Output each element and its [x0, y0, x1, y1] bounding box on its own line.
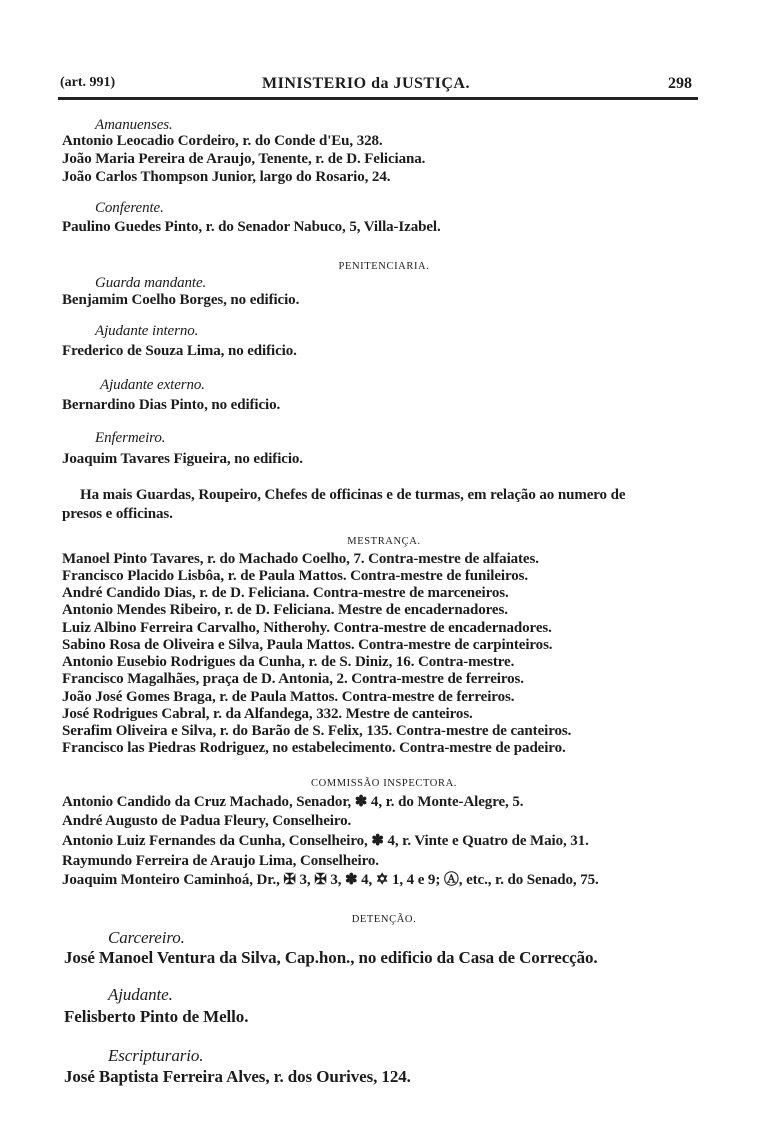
entry: Bernardino Dias Pinto, no edificio.: [62, 397, 281, 413]
entry: João José Gomes Braga, r. de Paula Mattos. Contra-mestre de ferreiros.: [62, 689, 515, 705]
entry: José Rodrigues Cabral, r. da Alfandega, 332. Mestre de canteiros.: [62, 706, 473, 722]
section-heading: Ajudante interno.: [95, 323, 199, 339]
entry: Felisberto Pinto de Mello.: [64, 1007, 249, 1026]
entry: Sabino Rosa de Oliveira e Silva, Paula Mattos. Contra-mestre de carpinteiros.: [62, 637, 553, 653]
entry: André Augusto de Padua Fleury, Conselheiro.: [62, 813, 352, 829]
section-title: DETENÇÃO.: [351, 914, 417, 925]
section-title: COMMISSÃO INSPECTORA.: [310, 778, 458, 789]
entry: Antonio Candido da Cruz Machado, Senador, ✽ 4, r. do Monte-Alegre, 5.: [62, 794, 524, 810]
entry: Francisco Magalhães, praça de D. Antonia, 2. Contra-mestre de ferreiros.: [62, 671, 524, 687]
note: Ha mais Guardas, Roupeiro, Chefes de officinas e de turmas, em relação ao numero de: [80, 487, 626, 503]
entry: João Carlos Thompson Junior, largo do Rosario, 24.: [62, 169, 391, 185]
article-ref: (art. 991): [60, 75, 116, 90]
entry: Antonio Leocadio Cordeiro, r. do Conde d'Eu, 328.: [62, 133, 383, 149]
header-rule: [58, 97, 698, 100]
section-heading: Ajudante.: [108, 985, 173, 1004]
entry: Antonio Luiz Fernandes da Cunha, Conselheiro, ✽ 4, r. Vinte e Quatro de Maio, 31.: [62, 833, 589, 849]
section-title: PENITENCIARIA.: [338, 261, 430, 272]
section-heading: Escripturario.: [108, 1046, 204, 1065]
entry: Antonio Mendes Ribeiro, r. de D. Feliciana. Mestre de encadernadores.: [62, 602, 508, 618]
section-heading: Enfermeiro.: [95, 430, 166, 446]
entry: André Candido Dias, r. de D. Feliciana. Contra-mestre de marceneiros.: [62, 585, 509, 601]
entry: Antonio Eusebio Rodrigues da Cunha, r. de S. Diniz, 16. Contra-mestre.: [62, 654, 515, 670]
entry: João Maria Pereira de Araujo, Tenente, r. de D. Feliciana.: [62, 151, 426, 167]
section-heading: Amanuenses.: [95, 117, 173, 133]
entry: Luiz Albino Ferreira Carvalho, Nitherohy. Contra-mestre de encadernadores.: [62, 620, 552, 636]
entry: Joaquim Tavares Figueira, no edificio.: [62, 451, 303, 467]
running-title: MINISTERIO da JUSTIÇA.: [262, 75, 470, 92]
section-heading: Conferente.: [95, 200, 164, 216]
entry: Francisco las Piedras Rodriguez, no estabelecimento. Contra-mestre de padeiro.: [62, 740, 566, 756]
section-heading: Carcereiro.: [108, 928, 185, 947]
entry: Paulino Guedes Pinto, r. do Senador Nabuco, 5, Villa-Izabel.: [62, 219, 441, 235]
entry: Manoel Pinto Tavares, r. do Machado Coelho, 7. Contra-mestre de alfaiates.: [62, 551, 539, 567]
section-title: MESTRANÇA.: [347, 536, 421, 547]
entry: Francisco Placido Lisbôa, r. de Paula Mattos. Contra-mestre de funileiros.: [62, 568, 529, 584]
entry: Joaquim Monteiro Caminhoá, Dr., ✠ 3, ✠ 3, ✽ 4, ✡ 1, 4 e 9; Ⓐ, etc., r. do Senado, 75.: [62, 872, 599, 888]
entry: Frederico de Souza Lima, no edificio.: [62, 343, 297, 359]
entry: Raymundo Ferreira de Araujo Lima, Conselheiro.: [62, 853, 379, 869]
note: presos e officinas.: [62, 506, 173, 522]
entry: José Manoel Ventura da Silva, Cap.hon., no edificio da Casa de Correcção.: [64, 948, 598, 967]
entry: Benjamim Coelho Borges, no edificio.: [62, 292, 300, 308]
entry: José Baptista Ferreira Alves, r. dos Ourives, 124.: [64, 1067, 411, 1086]
entry: Serafim Oliveira e Silva, r. do Barão de S. Felix, 135. Contra-mestre de canteiros.: [62, 723, 572, 739]
section-heading: Ajudante externo.: [100, 377, 205, 393]
page-number: 298: [668, 75, 692, 92]
section-heading: Guarda mandante.: [95, 275, 207, 291]
